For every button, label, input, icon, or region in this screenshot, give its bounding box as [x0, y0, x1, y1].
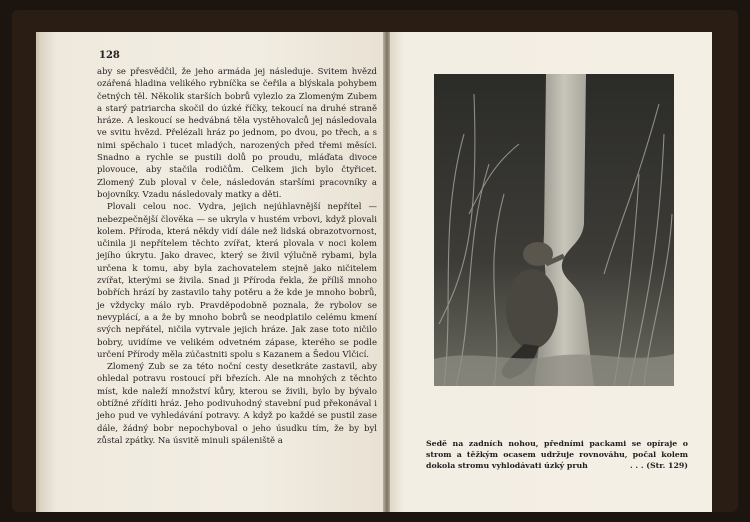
page-number: 128: [99, 50, 120, 61]
open-book: [12, 10, 738, 512]
caption-page-reference: . . . (Str. 129): [630, 461, 688, 470]
paragraph: aby se přesvědčil, že jeho armáda jej následuje. Svitem hvězd ozářená hladina velikého rybníčka se čeřila a blýskala pohybem četných těl. Několik starších bobrů vylezlo za Zlomeným Zubem a starý patriarcha skočil do úzké říčky, tekoucí na druhé straně hráze. A leskoucí se hedvábná těla vystěhovalců jej následovala ve svitu hvězd. Přelézali hráz po jednom, po dvou, po třech, a s nimi spěchalo i tucet mladých, narozených před třemi měsíci. Snadno a rychle se pustili dolů po proudu, mláďata divoce plovouce, aby stačila rodičům. Celkem jich bylo čtyřicet. Zlomený Zub ploval v čele, následován staršími pracovníky a bojovníky. Vzadu následovaly matky a děti.: [97, 67, 377, 200]
right-page: [390, 32, 712, 512]
paragraph: Zlomený Zub se za této noční cesty desetkráte zastavil, aby ohledal potravu rostoucí při březích. Ale na mnohých z těchto míst, kde naleží množství kůry, kterou se živili, bylo by bývalo obtížné zříditi hráz. Jeho podivuhodný stavební pud překonával i jeho pud ve vyhledávání potravy. A když po každé se pustil zase dále, žádný bobr nepochyboval o jeho úsudku tím, že by byl zůstal zpátky. Na úsvitě minuli spáleniště a: [97, 362, 377, 446]
photo-caption: [426, 438, 688, 471]
body-text: [97, 66, 377, 447]
left-page: [36, 32, 387, 512]
paragraph: Plovali celou noc. Vydra, jejich nejúhlavnější nepřítel — nebezpečnější člověka — se ukryla v hustém vrbovi, když plovali kolem. Příroda, která někdy vidí dále než lidská obrazotvornost, učinila ji nepřítelem těchto zvířat, která plovala v noci kolem jejího úkrytu. Jako dravec, který se živil výlučně rybami, byla určena k tomu, aby byla zachovatelem stejně jako ničitelem zvířat, kterými se živila. Snad ji Příroda řekla, že příliš mnoho bobřích hrází by zastavilo tahy potěru a že kde je mnoho bobrů, je vždycky málo ryb. Pravděpodobně poznala, že rybolov se nevyplácí, a a že by mnoho bobrů se neodplatilo celému kmení svých nepřátel, ničila vytrvale jejich hráze. Jak zase toto ničilo bobry, uvidíme ve velikém odvetném zápase, kterého se podle určení Přírody měla zúčastniti spolu s Kazanem a Šedou Vlčicí.: [97, 202, 377, 360]
beaver-photo: [434, 74, 674, 386]
photo-image: [434, 74, 674, 386]
caption-text: Sedě na zadních nohou, předními packami se opíraje o strom a těžkým ocasem udržuje rovnováhu, počal kolem dokola stromu vyhlodávati úzký pruh: [426, 439, 688, 470]
